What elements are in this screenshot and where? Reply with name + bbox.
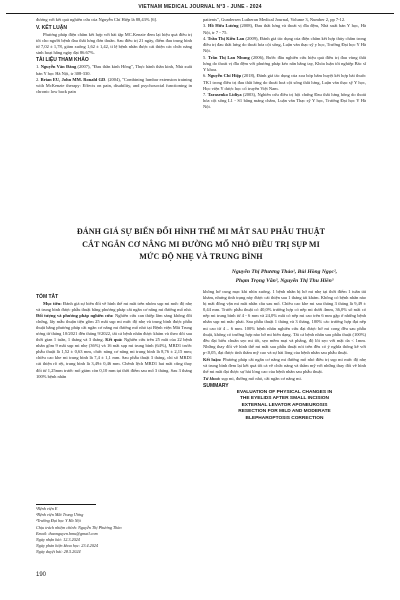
article-authors	[203, 268, 366, 286]
reference-author: Brian EU, John MM. Ronald GD	[40, 77, 106, 83]
objective-text: Đánh giá sự biến đổi về hình thể mi mắt trên nhóm sụp mi mức độ nhẹ và trung bình được phẫu thuật bằng phương pháp cắt ngắn cơ nâng mi đường mổ nhỏ.	[36, 300, 193, 312]
footnote-corresponding-author: Chịu trách nhiệm chính: Nguyễn Thị Phương Thảo	[36, 524, 122, 530]
results-label: Kết quả:	[105, 337, 123, 343]
prev-article-right-column	[203, 17, 366, 111]
reference-number: 1.	[36, 64, 40, 70]
summary-title-line: BLEPHAROPTOSIS CORRECTION	[245, 415, 324, 421]
summary-title-line: EVALUATION OF PHYSICAL CHANGES IN	[236, 389, 333, 395]
results-text: Nghiên cứu trên 25 mắt của 22 bệnh nhân gồm 9 mắt sụp mi nhẹ (36%) và 16 mắt sụp mi trung bình (64%), MRD1 trước phẫu thuật là 1,52 ± 0,63 mm, chức năng cơ nâng mi trung bình là 8,76 ± 2,15 mm; chiều cao khe mi trung bình là 7,4 ± 1,1 mm. Sau phẫu thuật 3 tháng, chỉ số MRD1 cải thiện rõ rệt, trung bình là 3,49± 0,46 mm. Chênh lệch MRD1 hai mắt cũng thay đổi từ 1,25mm trước mổ giảm còn 0,10 mm tại thời điểm sau mổ 3 tháng. Sau 3 tháng 100% bệnh nhân	[36, 337, 193, 379]
reference-text: (2006), Bước đầu nghiên cứu hiệu quả điều trị đau vùng thắt lưng do thoát vị đĩa đệm với phương pháp kéo nắn bằng tay, Khóa luận tốt nghiệp Bác sĩ Y khoa.	[203, 54, 367, 72]
journal-header: VIETNAM MEDICAL JOURNAL N°3 - JUNE - 2024	[138, 4, 262, 10]
prev-article-left-column	[36, 17, 192, 96]
footnotes	[36, 506, 192, 556]
footnote-review-date: Ngày phản biện khoa học: 23.4.2024	[36, 543, 98, 549]
reference-author: Trần Thị Lan Nhung	[208, 54, 250, 60]
reference-author: Tarasenko Lidiya	[207, 92, 242, 98]
reference-number: 6.	[203, 73, 207, 79]
references-heading: TÀI LIỆU THAM KHẢO	[36, 57, 89, 64]
page-number: 190	[36, 572, 47, 578]
footnote-affiliation: ³Trường Đại học Y Hà Nội	[36, 518, 81, 524]
footnote-affiliation: ²Bệnh viện Mắt Trung Ương	[36, 512, 84, 518]
reference-number: 7.	[203, 92, 207, 98]
reference-author: Nguyễn Văn Đăng	[40, 64, 77, 70]
methods-label: Đối tượng và phương pháp nghiên cứu:	[36, 312, 114, 318]
summary-title	[203, 390, 366, 423]
article-title-line: MỨC ĐỘ NHẸ VÀ TRUNG BÌNH	[139, 252, 263, 261]
reference-2	[36, 77, 192, 95]
reference-number: 4.	[203, 36, 207, 42]
reference-number: 5.	[203, 54, 207, 60]
methods-text: Nghiên cứu can thiệp lâm sàng không đối chứng, lấy mẫu thuận tiện gồm 25 mắt sụp mi mức độ nhẹ và trung bình được phẫu thuật bằng phương pháp cắt ngắn cơ nâng mi đường mổ nhỏ tại Bệnh viện Mắt Trung ương từ tháng 10/2021 đến tháng 9/2022, tất cả bệnh nhân được khám và theo dõi sau thời gian 1 tuần, 1 tháng và 3 tháng.	[36, 312, 192, 343]
reference-7	[203, 92, 366, 110]
reference-4	[203, 36, 366, 54]
reference-text: (2008), Đau thắt lưng và thoát vị đĩa đệm, Nhà xuất bản Y học, Hà Nội, tr 7 - 75.	[203, 23, 366, 35]
reference-text: . (2004), "Combining lumbar extension training with McKenzie therapy: Effects on pain, disability, and psychosocial functioning in chronic low back pain	[36, 77, 193, 95]
article-title	[36, 226, 366, 264]
keywords-paragraph	[203, 376, 366, 382]
conclusion-heading: V. KẾT LUẬN	[36, 24, 67, 31]
reference-6	[203, 73, 366, 91]
objective-label: Mục tiêu:	[43, 300, 62, 306]
reference-text: (2003), Nghiên cứu điều trị hội chứng Đau thắt lưng hông do thoái hóa cột sống L1 - S1 bằng máng châm, Luận văn Thạc sỹ Y học, Trường Đại học Y Hà Nội.	[203, 92, 366, 110]
reference-3	[203, 23, 366, 35]
authors-line: Phạm Trọng Văn³, Nguyễn Thị Thu Hiền³	[235, 278, 334, 284]
footnote-accepted-date: Ngày duyệt bài: 28.5.2024	[36, 549, 81, 555]
article-title-line: CẮT NGẮN CƠ NÂNG MI ĐƯỜNG MỔ NHỎ ĐIỀU TRỊ SỤP MI	[82, 239, 320, 249]
reference-author: Hồ Hữu Lương	[207, 23, 239, 29]
reference-text: (2009), Đánh giá tác dụng của điện châm kết hợp thủy châm trong điều trị đau thắt lưng do thoái hóa cột sống, Luận văn thạc sỹ y học, Trường Đại học Y Hà Nội.	[203, 36, 366, 54]
footnote-affiliation: ¹Bệnh viện E	[36, 506, 58, 511]
reference-text: (2018), Đánh giá tác dụng của xoa bóp bấm huyệt kết hợp bài thuốc TK1 trong điều trị đau thắt lưng do thoái hoá cột sống thắt lưng, Luận văn thạc sỹ Y học, Học viện Y dược học cổ truyền Việt Nam.	[203, 73, 366, 91]
reference-number: 3.	[203, 23, 207, 29]
footnote-received-date: Ngày nhận bài: 12.3.2024	[36, 537, 80, 543]
conclusion-text: Phương pháp cắt ngắn cơ nâng mi đường mổ nhỏ điều trị sụp mi mức độ nhẹ và trung bình đem lại kết quả tốt cả về chức năng và thẩm mỹ với những thay đổi về hình thể mi mắt đạt được sự hài lòng cao của bệnh nhân sau phẫu thuật.	[203, 356, 366, 374]
summary-heading: SUMMARY	[203, 382, 229, 389]
abstract-body	[36, 301, 192, 380]
reference-5	[203, 55, 366, 73]
summary-title-line: THE EYELIDS AFTER SMALL INCISION	[239, 396, 329, 402]
keywords-label: Từ khoá:	[203, 375, 221, 381]
results-continuation: không hở cung mạc khi nhìn xuống. 1 bệnh nhân bị hở mi nhẹ tại thời điểm 1 tuần tái khám, nhưng tình trạng này được cải thiện sau 1 tháng tái khám. Không có bệnh nhân nào bị mất đồng vận mi mắt nhãn cầu sau mổ. Chiều cao khe mi sau tháng 3 tháng là 9,49 ± 0,44 mm. Trước phẫu thuật có 40,0% trường hợp có nếp mi dưới 4mm, 36,0% số mắt có nếp mi trung bình từ 4 - 6 mm và 24,0% mắt có nếp mi cao trên 6 mm gặp ở những bệnh nhân sụp mi mắc phải. Sau phẫu thuật 1 tháng và 3 tháng, 100% các trường hợp đạt nếp mi cao từ 4 – 6 mm. 100% bệnh nhân nghiên cứu đạt được bờ mi cong đều sau phẫu thuật, không có trường hợp nào bờ mi biến dạng. Tất cả bệnh nhân sau phẫu thuật (100%) đều đạt biểu chuẩn sẹo mi tốt, sẹo mềm mại và phẳng, độ lõi sẹo với mặt da < 1mm. Những thay đổi về hình thể mi mắt sau phẫu thuật nói trên đều có ý nghĩa thống kê với p<0,05, đạt được tính thẩm mỹ cao và sự hài lòng của bệnh nhân sau phẫu thuật.	[203, 289, 366, 355]
prev-article-tail: đương với kết quả nghiên cứu của Nguyễn Chí Hiệp là 88,43% [6].	[36, 17, 158, 22]
reference-2-continuation: patients", Gundersen Lutheran Medical Journal, Volume 3, Number 2, pp 7-12.	[203, 17, 346, 22]
footnote-email: Email: thaonguyen.hmu@gmail.com	[36, 530, 98, 536]
conclusion-text: Phương pháp điện châm kết hợp với bài tập MC.Kenzie đem lại hiệu quả điều trị tốt cho người bệnh đau thắt lưng đơn thuần. Sau điều trị 21 ngày, điểm đau trung bình từ 7,02 ± 1,78, giảm xuống 1,62 ± 1,42, tỉ lệ bệnh nhân được cải thiện các chức năng sinh hoạt hằng ngày đạt 86.67%.	[36, 31, 192, 55]
abstract-left-column	[36, 292, 192, 380]
reference-author: Trần Thị Kiều Lan	[207, 36, 245, 42]
authors-line: Nguyễn Thị Phương Thảo¹, Bùi Hồng Ngọc²,	[231, 269, 338, 275]
summary-title-line: RESECTION FOR MILD AND MODERATE	[238, 409, 331, 415]
reference-text: (2007), "Đau thần kinh Hông", Thực hành thần kinh, Nhà xuất bản Y học Hà Nội, tr 308-330.	[36, 64, 192, 76]
summary-title-line: EXTERNAL LEVATOR APONEUROSIS	[241, 402, 328, 408]
footnote-rule	[36, 504, 96, 505]
reference-author: Nguyễn Chí Hiệp	[207, 73, 242, 79]
keywords-text: sụp mi, đường mổ nhỏ, cắt ngắn cơ nâng mi.	[220, 375, 302, 381]
reference-1	[36, 64, 192, 76]
header-rule	[6, 13, 394, 14]
abstract-right-column	[203, 289, 366, 422]
article-title-line: ĐÁNH GIÁ SỰ BIẾN ĐỔI HÌNH THỂ MI MẮT SAU PHẪU THUẬT	[76, 227, 326, 236]
conclusion-label: Kết luận:	[203, 356, 222, 362]
conclusion-paragraph	[203, 357, 366, 375]
abstract-heading: TÓM TẮT	[36, 293, 59, 300]
reference-number: 2.	[36, 77, 40, 83]
